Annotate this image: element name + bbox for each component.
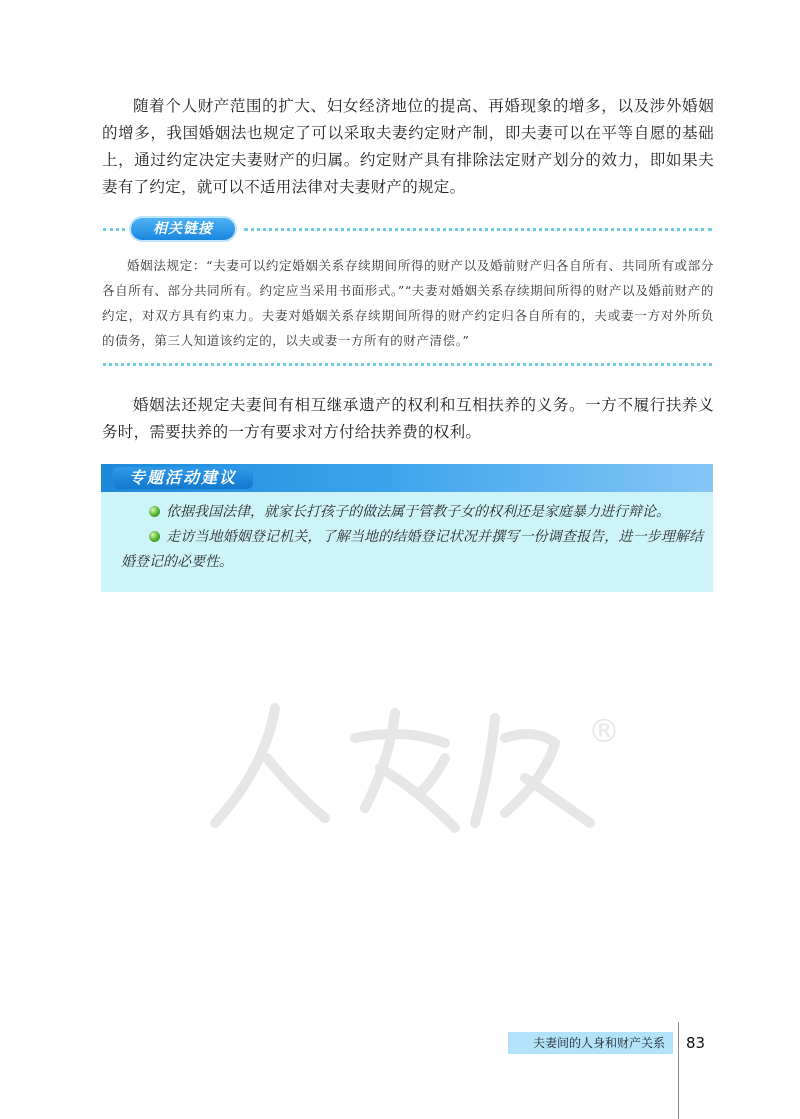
topic-activity-box (101, 464, 713, 592)
topic-activity-item (101, 500, 713, 525)
topic-activity-item-text: 依据我国法律，就家长打孩子的做法属于管教子女的权利还是家庭暴力进行辩论。 (166, 504, 670, 520)
topic-activity-item-text: 走访当地婚姻登记机关，了解当地的结婚登记状况并撰写一份调查报告，进一步理解结婚登记的必要性。 (121, 529, 703, 570)
publisher-logo-watermark (205, 698, 605, 838)
dotted-divider-top-right (244, 228, 712, 231)
footer-chapter-title: 夫妻间的人身和财产关系 (508, 1032, 673, 1054)
topic-activity-item (101, 525, 713, 575)
topic-activity-title: 专题活动建议 (113, 467, 253, 489)
body-paragraph-1: 随着个人财产范围的扩大、妇女经济地位的提高、再婚现象的增多，以及涉外婚姻的增多，我国婚姻法也规定了可以采取夫妻约定财产制，即夫妻可以在平等自愿的基础上，通过约定决定夫妻财产的归属。约定财产具有排除法定财产划分的效力，即如果夫妻有了约定，就可以不适用法律对夫妻财产的规定。 (102, 97, 714, 196)
dotted-divider-top-left (103, 228, 125, 231)
green-ball-icon (149, 531, 160, 542)
related-link-text: 婚姻法规定：“夫妻可以约定婚姻关系存续期间所得的财产以及婚前财产归各自所有、共同所有或部分各自所有、部分共同所有。约定应当采用书面形式。”“夫妻对婚姻关系存续期间所得的财产以及婚前财产的约定，对双方具有约束力。夫妻对婚姻关系存续期间所得的财产约定归各自所有的，夫或妻一方对外所负的债务，第三人知道该约定的，以夫或妻一方所有的财产清偿。” (102, 258, 714, 348)
registered-mark: ® (588, 712, 620, 750)
topic-activity-list (101, 500, 713, 575)
topic-activity-header (101, 464, 713, 492)
body-paragraph-2: 婚姻法还规定夫妻间有相互继承遗产的权利和互相扶养的义务。一方不履行扶养义务时，需要扶养的一方有要求对方付给扶养费的权利。 (102, 396, 714, 441)
related-link-label: 相关链接 (131, 218, 235, 240)
footer-divider (678, 1022, 679, 1119)
green-ball-icon (149, 506, 160, 517)
page-number: 83 (686, 1034, 706, 1052)
dotted-divider-bottom (103, 363, 712, 366)
